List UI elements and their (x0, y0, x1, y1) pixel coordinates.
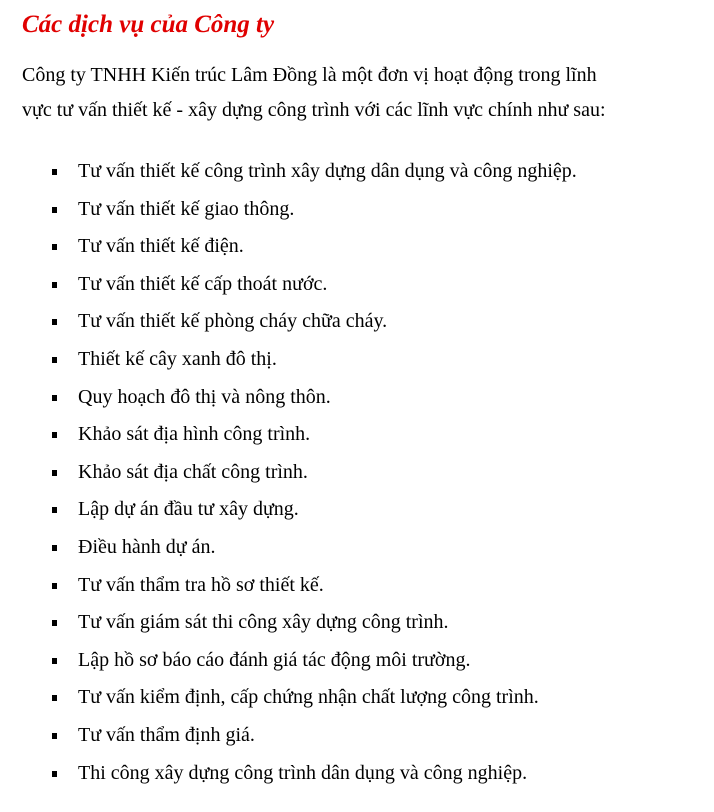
service-item (0, 529, 714, 567)
service-item (0, 567, 714, 605)
square-bullet-icon (52, 695, 57, 701)
intro-paragraph (22, 58, 702, 128)
service-item-text: Tư vấn thiết kế điện. (78, 235, 244, 258)
square-bullet-icon (52, 319, 57, 325)
service-item (0, 642, 714, 680)
square-bullet-icon (52, 620, 57, 626)
service-item-text: Lập dự án đầu tư xây dựng. (78, 498, 299, 521)
square-bullet-icon (52, 771, 57, 777)
service-item (0, 266, 714, 304)
service-item (0, 191, 714, 229)
service-item (0, 604, 714, 642)
page-title: Các dịch vụ của Công ty (22, 11, 275, 38)
square-bullet-icon (52, 282, 57, 288)
service-item (0, 153, 714, 191)
service-item-text: Khảo sát địa chất công trình. (78, 460, 308, 483)
service-item-text: Tư vấn thẩm định giá. (78, 723, 255, 746)
service-item (0, 228, 714, 266)
square-bullet-icon (52, 583, 57, 589)
service-item-text: Tư vấn thiết kế cấp thoát nước. (78, 272, 328, 295)
service-item-text: Lập hồ sơ báo cáo đánh giá tác động môi trường. (78, 648, 471, 671)
service-item (0, 679, 714, 717)
service-item-text: Thi công xây dựng công trình dân dụng và công nghiệp. (78, 761, 528, 784)
square-bullet-icon (52, 244, 57, 250)
square-bullet-icon (52, 733, 57, 739)
square-bullet-icon (52, 545, 57, 551)
service-item (0, 454, 714, 492)
service-item-text: Tư vấn kiểm định, cấp chứng nhận chất lượng công trình. (78, 686, 539, 709)
intro-line-2: vực tư vấn thiết kế - xây dựng công trình với các lĩnh vực chính như sau: (22, 99, 606, 121)
service-item-text: Khảo sát địa hình công trình. (78, 423, 311, 446)
square-bullet-icon (52, 470, 57, 476)
service-item (0, 303, 714, 341)
square-bullet-icon (52, 207, 57, 213)
service-item-text: Tư vấn giám sát thi công xây dựng công trình. (78, 611, 449, 634)
square-bullet-icon (52, 169, 57, 175)
service-item-text: Thiết kế cây xanh đô thị. (78, 347, 277, 370)
service-item-text: Tư vấn thẩm tra hồ sơ thiết kế. (78, 573, 324, 596)
service-item-text: Điều hành dự án. (78, 535, 216, 558)
service-item (0, 491, 714, 529)
service-item-text: Tư vấn thiết kế phòng cháy chữa cháy. (78, 310, 388, 333)
service-item-text: Tư vấn thiết kế công trình xây dựng dân dụng và công nghiệp. (78, 160, 577, 182)
square-bullet-icon (52, 507, 57, 513)
service-item (0, 416, 714, 454)
square-bullet-icon (52, 357, 57, 363)
intro-line-1: Công ty TNHH Kiến trúc Lâm Đồng là một đơn vị hoạt động trong lĩnh (22, 64, 597, 86)
service-item-text: Quy hoạch đô thị và nông thôn. (78, 385, 331, 408)
services-list (0, 153, 714, 792)
service-item (0, 341, 714, 379)
square-bullet-icon (52, 395, 57, 401)
service-item (0, 755, 714, 793)
service-item-text: Tư vấn thiết kế giao thông. (78, 197, 295, 220)
square-bullet-icon (52, 658, 57, 664)
service-item (0, 379, 714, 417)
service-item (0, 717, 714, 755)
square-bullet-icon (52, 432, 57, 438)
